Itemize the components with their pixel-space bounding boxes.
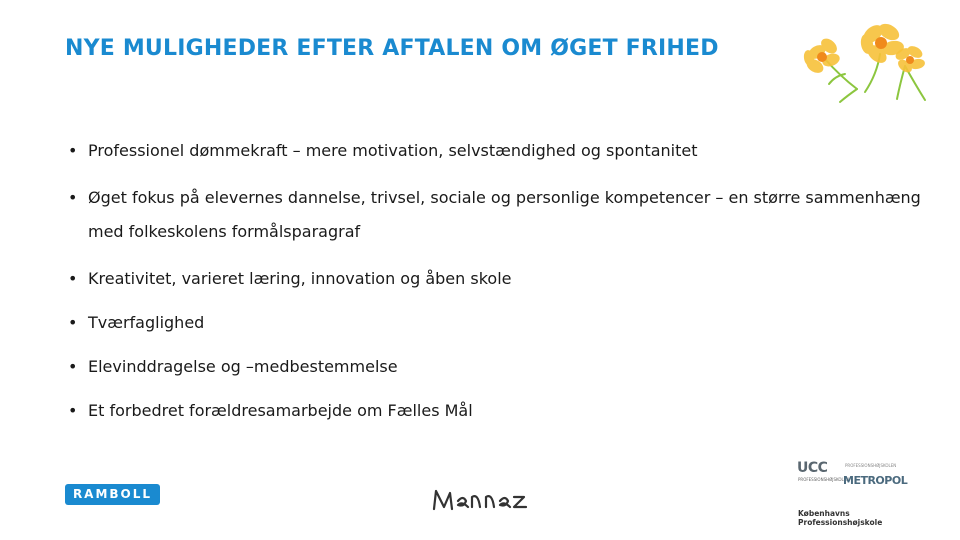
bullet-marker: •: [68, 357, 78, 376]
metropol-logo: METROPOL: [843, 474, 908, 487]
ucc-subtitle: PROFESSIONSHØJSKOLEN: [798, 477, 850, 482]
bullet-marker: •: [68, 141, 78, 160]
bullet-marker: •: [68, 313, 78, 332]
slide-title: NYE MULIGHEDER EFTER AFTALEN OM ØGET FRIHED: [65, 36, 719, 61]
bullet-item: • Et forbedret forældresamarbejde om Fælles Mål: [68, 397, 928, 425]
bullet-item: • Øget fokus på elevernes dannelse, trivsel, sociale og personlige kompetencer – en større sammenhæng med folkeskolens formålsparagraf: [68, 181, 928, 249]
bullet-item: • Elevinddragelse og –medbestemmelse: [68, 353, 928, 381]
bullet-marker: •: [68, 401, 78, 420]
flower-decoration-icon: [785, 14, 935, 106]
bullet-item: • Professionel dømmekraft – mere motivation, selvstændighed og spontanitet: [68, 137, 928, 165]
ucc-logo: UCC: [797, 460, 828, 476]
bullet-item: • Kreativitet, varieret læring, innovation og åben skole: [68, 265, 928, 293]
bullet-marker: •: [68, 188, 78, 207]
metropol-subtitle: PROFESSIONSHØJSKOLEN: [845, 463, 897, 468]
partner-logos: [797, 460, 907, 530]
kp-logo: Københavns Professionshøjskole: [798, 509, 883, 527]
bullet-item: • Tværfaglighed: [68, 309, 928, 337]
bullet-marker: •: [68, 269, 78, 288]
ramboll-logo: RAMBOLL: [65, 484, 160, 505]
mannaz-logo: [430, 485, 530, 515]
bullet-list: [68, 137, 928, 441]
